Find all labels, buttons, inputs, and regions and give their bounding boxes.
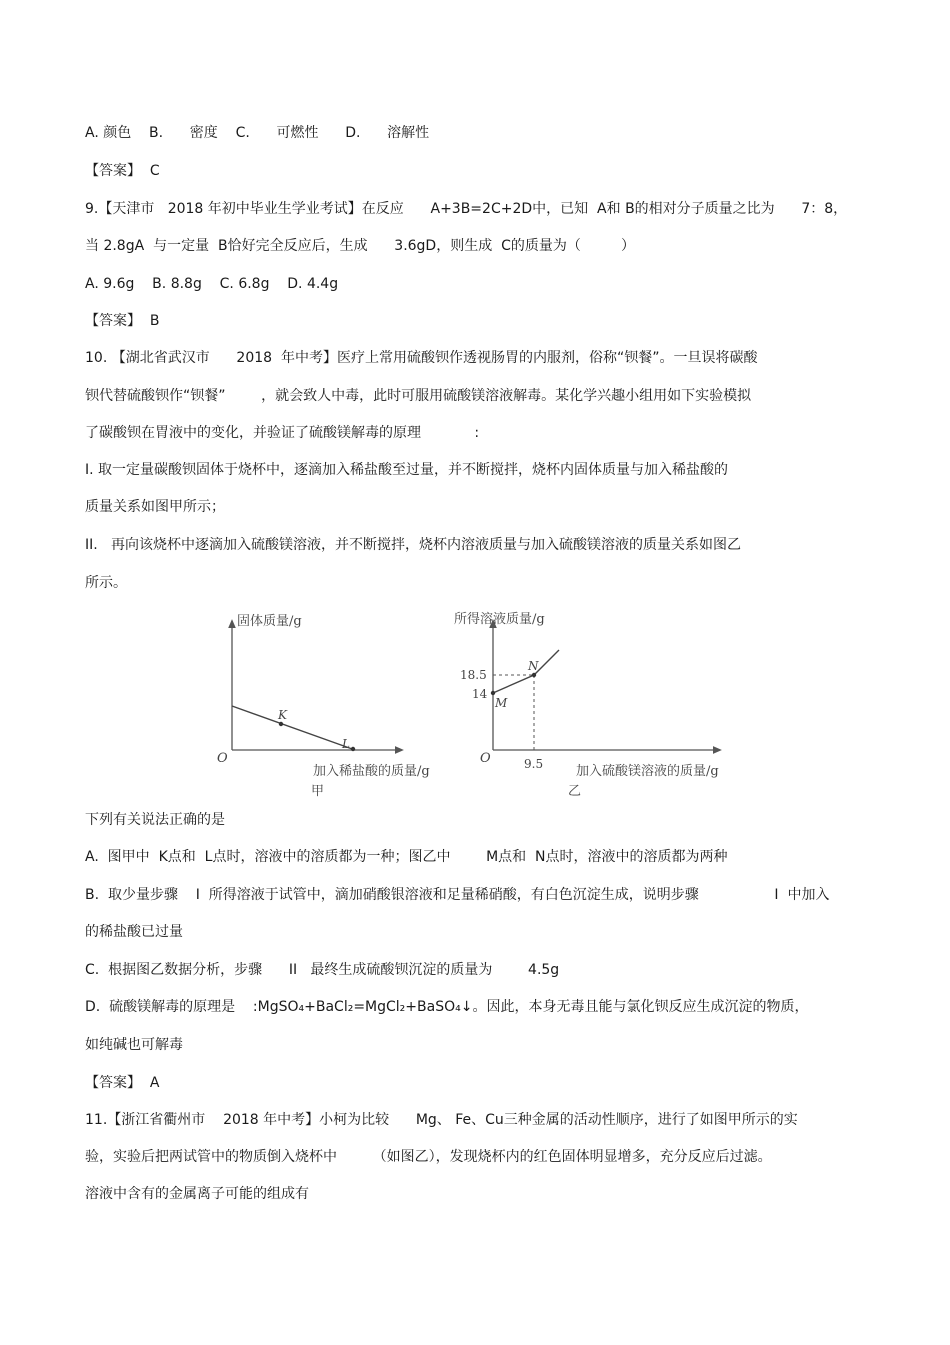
q9-answer: 【答案】 B (85, 313, 160, 329)
q11-stem-line-1: 11.【浙江省衢州市 2018 年中考】小柯为比较 Mg、 Fe、Cu三种金属的活动性顺序，进行了如图甲所示的实 (85, 1112, 798, 1128)
q10-option-b-line-1: B. 取少量步骤 I 所得溶液于试管中，滴加硝酸银溶液和足量稀硝酸，有白色沉淀生成，说明步骤 I 中加入 (85, 887, 830, 903)
q11-stem-line-2: 验，实验后把两试管中的物质倒入烧杯中 （如图乙），发现烧杯内的红色固体明显增多，充分反应后过滤。 (85, 1149, 772, 1165)
q10-step-2-line-2: 所示。 (85, 575, 127, 591)
q10-stem-line-1: 10. 【湖北省武汉市 2018 年中考】医疗上常用硫酸钡作透视肠胃的内服剂，俗称“钡餐”。一旦误将碳酸 (85, 350, 758, 366)
q10-option-a: A. 图甲中 K点和 L点时，溶液中的溶质都为一种；图乙中 M点和 N点时，溶液中的溶质都为两种 (85, 849, 728, 865)
q10-step-2-line-1: II. 再向该烧杯中逐滴加入硫酸镁溶液，并不断搅拌，烧杯内溶液质量与加入硫酸镁溶液的质量关系如图乙 (85, 537, 742, 553)
q8-answer: 【答案】 C (85, 163, 160, 179)
q10-option-b-line-2: 的稀盐酸已过量 (85, 924, 183, 940)
q10-option-c: C. 根据图乙数据分析，步骤 II 最终生成硫酸钡沉淀的质量为 4.5g (85, 962, 560, 978)
yi-ytick-14: 14 (472, 687, 488, 701)
jia-xlabel: 加入稀盐酸的质量/g (313, 764, 430, 779)
q10-answer: 【答案】 A (85, 1075, 160, 1091)
yi-label-m: M (495, 696, 508, 710)
yi-point-n (532, 673, 536, 677)
q10-option-d-line-1: D. 硫酸镁解毒的原理是 :MgSO₄+BaCl₂=MgCl₂+BaSO₄↓。因此，本身无毒且能与氯化钡反应生成沉淀的物质， (85, 999, 809, 1015)
q11-stem-line-3: 溶液中含有的金属离子可能的组成有 (85, 1186, 309, 1202)
yi-origin: O (480, 751, 491, 766)
q9-options: A. 9.6g B. 8.8g C. 6.8g D. 4.4g (85, 276, 339, 292)
q10-prompt: 下列有关说法正确的是 (85, 812, 225, 828)
q8-options: A. 颜色 B. 密度 C. 可燃性 D. 溶解性 (85, 125, 430, 141)
jia-point-l (351, 747, 355, 751)
yi-curve (493, 650, 559, 693)
jia-origin: O (217, 751, 228, 766)
jia-point-k (279, 722, 283, 726)
q10-stem-line-3: 了碳酸钡在胃液中的变化，并验证了硫酸镁解毒的原理 : (85, 425, 480, 441)
jia-label-k: K (278, 708, 287, 722)
q9-stem-line-2: 当 2.8gA 与一定量 B恰好完全反应后，生成 3.6gD，则生成 C的质量为（ ） (85, 238, 635, 254)
yi-caption: 乙 (568, 784, 582, 799)
yi-ylabel: 所得溶液质量/g (454, 612, 545, 627)
q10-step-1-line-2: 质量关系如图甲所示； (85, 499, 225, 515)
q10-step-1-line-1: I. 取一定量碳酸钡固体于烧杯中，逐滴加入稀盐酸至过量，并不断搅拌，烧杯内固体质量与加入稀盐酸的 (85, 462, 729, 478)
q10-option-d-line-2: 如纯碱也可解毒 (85, 1037, 183, 1053)
yi-xtick-9-5: 9.5 (524, 757, 544, 771)
q9-stem-line-1: 9.【天津市 2018 年初中毕业生学业考试】在反应 A+3B=2C+2D中，已知 A和 B的相对分子质量之比为 7：8， (85, 201, 848, 217)
jia-caption: 甲 (311, 784, 325, 799)
yi-xlabel: 加入硫酸镁溶液的质量/g (576, 764, 719, 779)
figure-jia (205, 605, 465, 805)
jia-curve (232, 706, 355, 750)
jia-ylabel: 固体质量/g (237, 614, 302, 629)
q10-stem-line-2: 钡代替硫酸钡作“钡餐” ，就会致人中毒，此时可服用硫酸镁溶液解毒。某化学兴趣小组用如下实验模拟 (85, 388, 752, 404)
figure-yi (448, 605, 748, 805)
yi-label-n: N (528, 659, 539, 673)
jia-label-l: L (342, 737, 350, 751)
yi-point-m (491, 691, 495, 695)
yi-ytick-18-5: 18.5 (460, 668, 487, 682)
